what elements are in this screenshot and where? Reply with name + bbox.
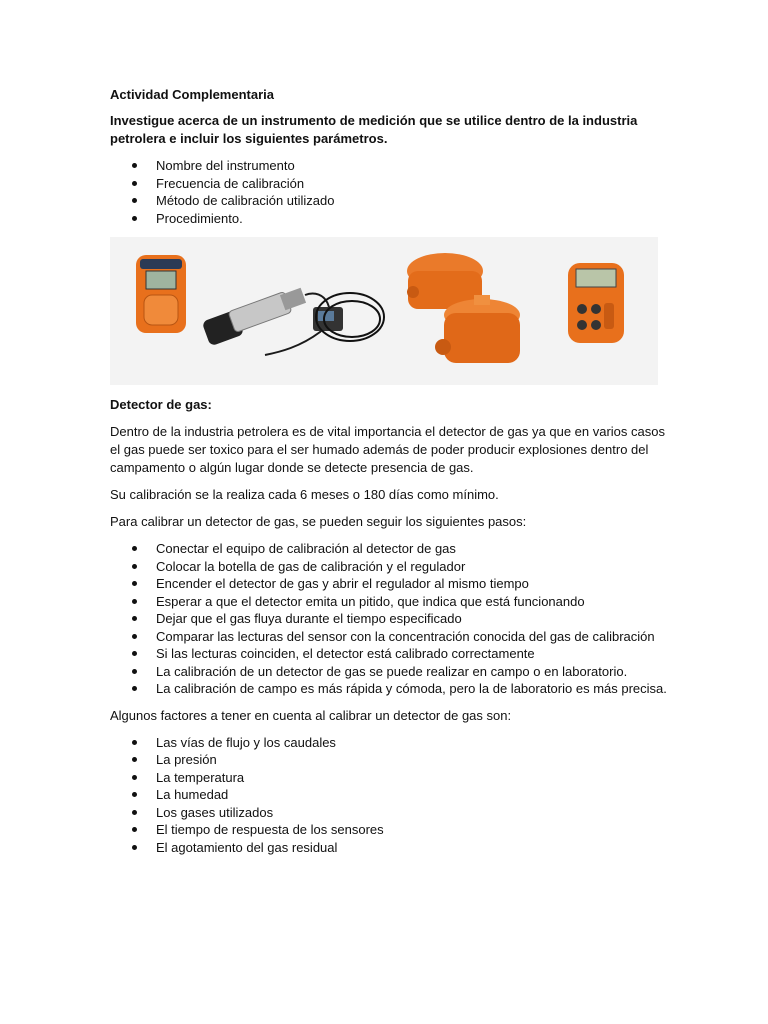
paragraph: Para calibrar un detector de gas, se pueden seguir los siguientes pasos:	[110, 514, 527, 529]
parameters-list	[110, 157, 670, 227]
list-item: Procedimiento.	[110, 210, 670, 228]
list-item: Si las lecturas coinciden, el detector está calibrado correctamente	[110, 645, 670, 663]
list-item: La presión	[110, 751, 670, 769]
paragraph: Dentro de la industria petrolera es de vital importancia el detector de gas ya que en varios casos el gas puede ser toxico para el ser humado además de poder producir explosiones dentro del campamento o algún lugar donde se detecte presencia de gas.	[110, 424, 665, 475]
paragraph: Su calibración se la realiza cada 6 meses o 180 días como mínimo.	[110, 487, 499, 502]
calibration-steps-list	[110, 540, 670, 698]
list-item: El tiempo de respuesta de los sensores	[110, 821, 670, 839]
activity-heading: Actividad Complementaria	[110, 87, 274, 102]
list-item: Frecuencia de calibración	[110, 175, 670, 193]
list-item: La humedad	[110, 786, 670, 804]
explosion-proof-housing-icon	[407, 253, 520, 363]
fixed-sensor-icon	[202, 288, 384, 355]
list-item: Nombre del instrumento	[110, 157, 670, 175]
list-item: La temperatura	[110, 769, 670, 787]
gas-detectors-illustration	[110, 237, 658, 385]
list-item: Encender el detector de gas y abrir el regulador al mismo tiempo	[110, 575, 670, 593]
multigas-detector-icon	[568, 263, 624, 343]
portable-detector-icon	[136, 255, 186, 333]
paragraph: Algunos factores a tener en cuenta al calibrar un detector de gas son:	[110, 707, 512, 723]
list-item: Dejar que el gas fluya durante el tiempo especificado	[110, 610, 670, 628]
list-item: Colocar la botella de gas de calibración y el regulador	[110, 558, 670, 576]
section-title: Detector de gas:	[110, 397, 212, 412]
list-item: Método de calibración utilizado	[110, 192, 670, 210]
list-item: El agotamiento del gas residual	[110, 839, 670, 857]
instructions-text: Investigue acerca de un instrumento de medición que se utilice dentro de la industria petrolera e incluir los siguientes parámetros.	[110, 113, 638, 146]
list-item: Comparar las lecturas del sensor con la concentración conocida del gas de calibración	[110, 628, 670, 646]
document-content	[110, 86, 670, 856]
list-item: Esperar a que el detector emita un pitido, que indica que está funcionando	[110, 593, 670, 611]
list-item: La calibración de campo es más rápida y cómoda, pero la de laboratorio es más precisa.	[110, 680, 670, 698]
list-item: Los gases utilizados	[110, 804, 670, 822]
gas-detectors-photo	[110, 237, 658, 385]
list-item: Las vías de flujo y los caudales	[110, 734, 670, 752]
list-item: Conectar el equipo de calibración al detector de gas	[110, 540, 670, 558]
factors-list	[110, 734, 670, 857]
list-item: La calibración de un detector de gas se puede realizar en campo o en laboratorio.	[110, 663, 670, 681]
